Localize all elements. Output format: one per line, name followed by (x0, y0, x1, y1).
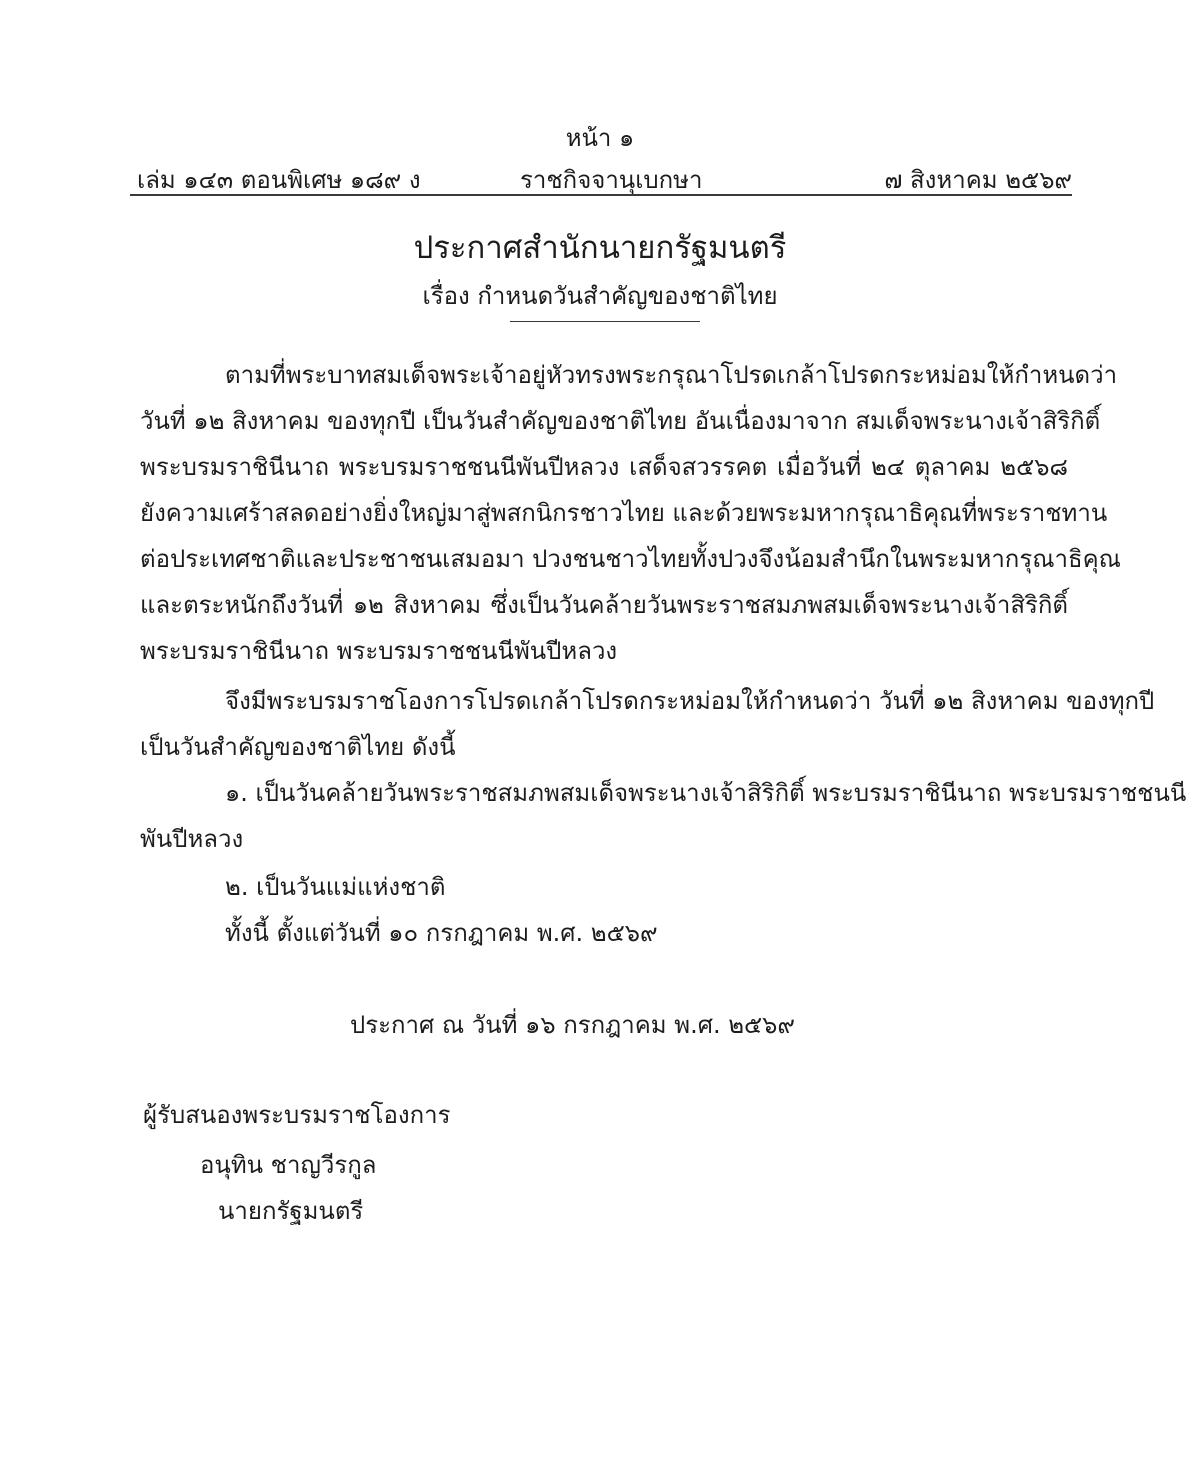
paragraph-1-line: วันที่ ๑๒ สิงหาคม ของทุกปี เป็นวันสำคัญของชาติไทย อันเนื่องมาจาก สมเด็จพระนางเจ้าสิริกิติ์ (140, 407, 1101, 435)
list-item-2: ๒. เป็นวันแม่แห่งชาติ (225, 873, 446, 901)
publication-name: ราชกิจจานุเบกษา (520, 166, 703, 194)
page-number: หน้า ๑ (565, 124, 635, 152)
paragraph-1-line: พระบรมราชินีนาถ พระบรมราชชนนีพันปีหลวง (140, 637, 618, 665)
announcement-subject: เรื่อง กำหนดวันสำคัญของชาติไทย (422, 282, 778, 310)
title-divider (510, 321, 700, 322)
announcement-date: ประกาศ ณ วันที่ ๑๖ กรกฎาคม พ.ศ. ๒๕๖๙ (350, 1011, 795, 1039)
list-item-1-continued: พันปีหลวง (140, 825, 244, 853)
list-item-1: ๑. เป็นวันคล้ายวันพระราชสมภพสมเด็จพระนางเจ้าสิริกิติ์ พระบรมราชินีนาถ พระบรมราชชนนี (225, 779, 1187, 807)
signatory-name: อนุทิน ชาญวีรกูล (200, 1151, 377, 1179)
publication-date: ๗ สิงหาคม ๒๕๖๙ (884, 166, 1072, 194)
paragraph-1-line: ยังความเศร้าสลดอย่างยิ่งใหญ่มาสู่พสกนิกรชาวไทย และด้วยพระมหากรุณาธิคุณที่พระราชทาน (140, 499, 1108, 527)
announcement-title: ประกาศสำนักนายกรัฐมนตรี (413, 230, 787, 266)
header-divider (130, 194, 1072, 196)
volume-issue: เล่ม ๑๔๓ ตอนพิเศษ ๑๘๙ ง (137, 166, 421, 194)
paragraph-1-line: และตระหนักถึงวันที่ ๑๒ สิงหาคม ซึ่งเป็นวันคล้ายวันพระราชสมภพสมเด็จพระนางเจ้าสิริกิติ์ (140, 591, 1068, 619)
effective-date: ทั้งนี้ ตั้งแต่วันที่ ๑๐ กรกฎาคม พ.ศ. ๒๕๖๙ (225, 919, 658, 947)
paragraph-2-line: จึงมีพระบรมราชโองการโปรดเกล้าโปรดกระหม่อมให้กำหนดว่า วันที่ ๑๒ สิงหาคม ของทุกปี (225, 687, 1155, 715)
paragraph-1-line: ตามที่พระบาทสมเด็จพระเจ้าอยู่หัวทรงพระกรุณาโปรดเกล้าโปรดกระหม่อมให้กำหนดว่า (225, 361, 1118, 389)
paragraph-1-line: ต่อประเทศชาติและประชาชนเสมอมา ปวงชนชาวไทยทั้งปวงจึงน้อมสำนึกในพระมหากรุณาธิคุณ (140, 545, 1121, 573)
paragraph-1-line: พระบรมราชินีนาถ พระบรมราชชนนีพันปีหลวง เสด็จสวรรคต เมื่อวันที่ ๒๔ ตุลาคม ๒๕๖๘ (140, 453, 1068, 481)
paragraph-2-line: เป็นวันสำคัญของชาติไทย ดังนี้ (140, 733, 456, 761)
countersign-label: ผู้รับสนองพระบรมราชโองการ (143, 1101, 451, 1129)
signatory-position: นายกรัฐมนตรี (218, 1197, 364, 1225)
